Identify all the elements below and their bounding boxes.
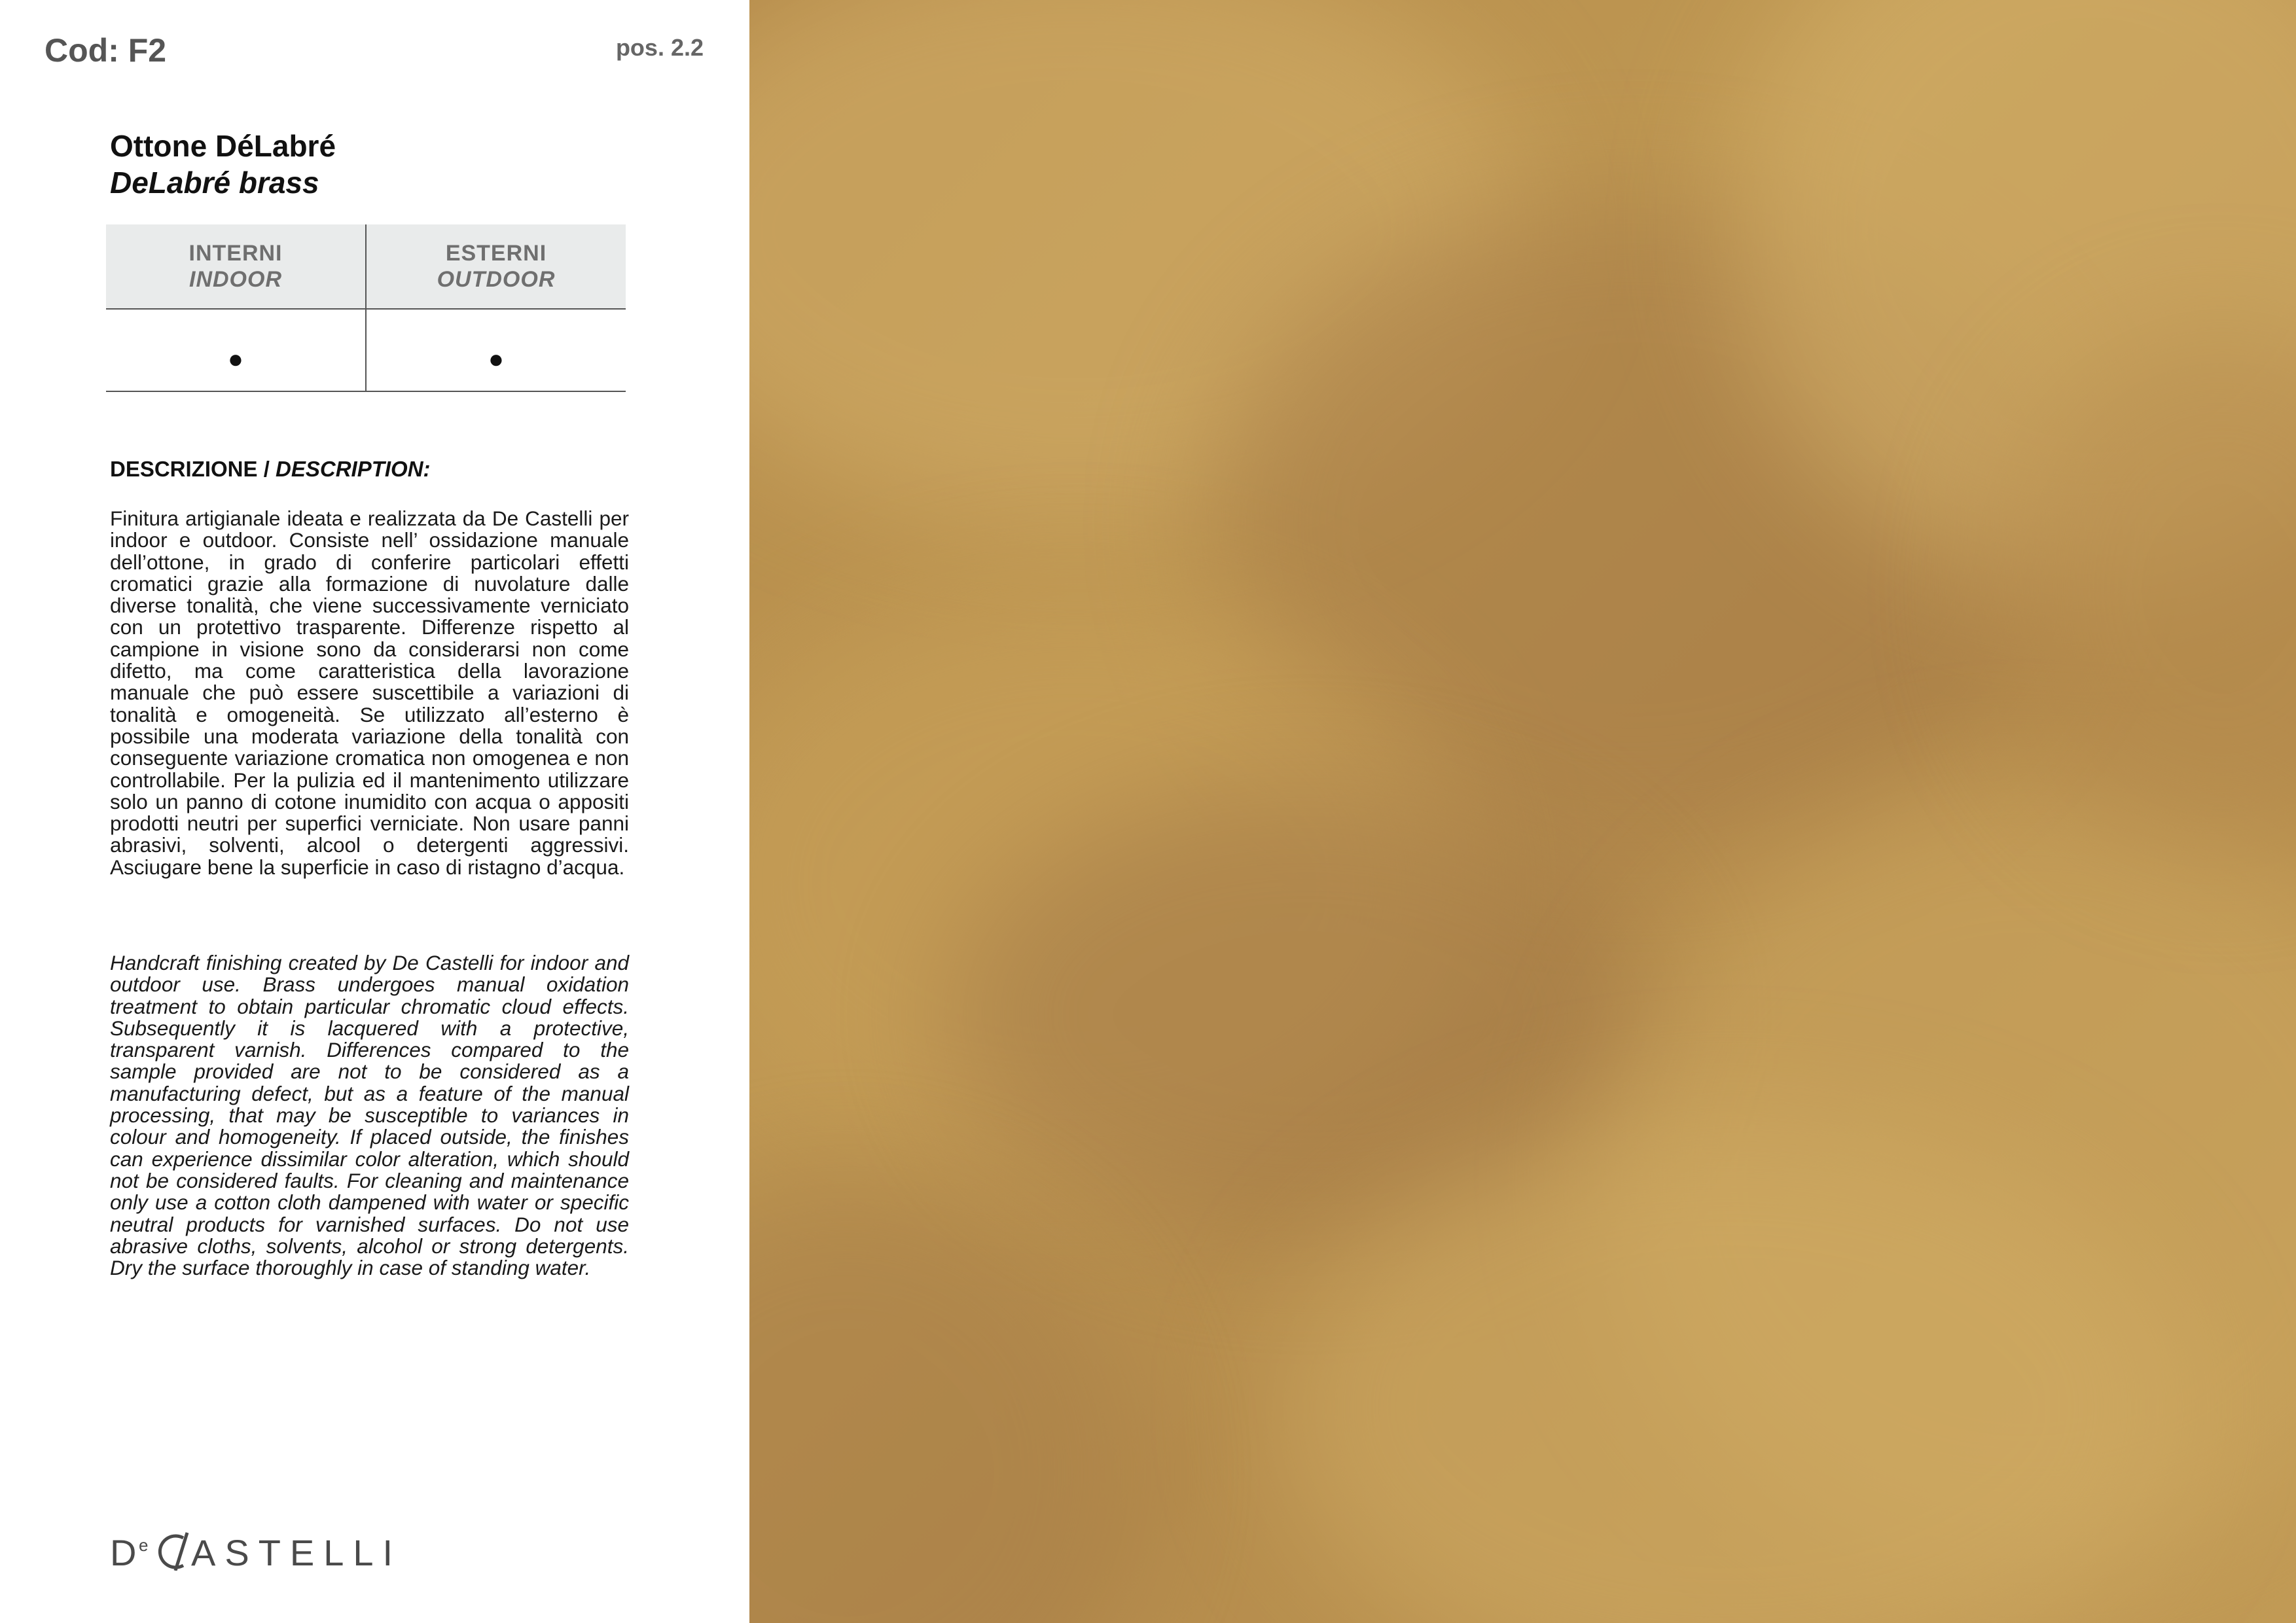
indoor-header (106, 240, 365, 293)
position-label: pos. 2.2 (615, 34, 704, 61)
indoor-label-italian: INTERNI (188, 241, 283, 266)
outdoor-label-english: OUTDOOR (437, 267, 556, 292)
brass-finish-swatch (749, 0, 2296, 1623)
product-code: Cod: F2 (45, 32, 167, 69)
description-heading (110, 457, 431, 482)
outdoor-label-italian: ESTERNI (445, 241, 547, 266)
description-english: Handcraft finishing created by De Castelli for indoor and outdoor use. Brass undergoes manual oxidation treatment to obtain particular chromatic cloud effects. Subsequently it is lacquered with a protective, transparent varnish. Differences compared to the sample provided are not to be considered as a manufacturing defect, but as a feature of the manual processing, that may be susceptible to variances in colour and homogeneity. If placed outside, the finishes can experience dissimilar color alteration, which should not be considered faults. For cleaning and maintenance only use a cotton cloth dampened with water or specific neutral products for varnished surfaces. Do not use abrasive cloths, solvents, alcohol or strong detergents. Dry the surface thoroughly in case of standing water. (110, 951, 629, 1280)
spec-panel (0, 0, 749, 1623)
outdoor-header (367, 240, 626, 293)
outdoor-availability-dot: ● (488, 345, 505, 374)
indoor-label-english: INDOOR (189, 267, 282, 292)
indoor-availability-dot: ● (227, 345, 244, 374)
decastelli-logo (110, 1531, 418, 1571)
svg-text:ASTELLI: ASTELLI (191, 1532, 403, 1571)
svg-text:e: e (139, 1535, 149, 1555)
description-italian: Finitura artigianale ideata e realizzata da De Castelli per indoor e outdoor. Consiste nell’ ossidazione manuale dell’ottone, in grado di conferire particolari effetti cromatici grazie alla formazione di nuvolature dalle diverse tonalità, che viene successivamente verniciato con un protettivo trasparente. Differenze rispetto al campione in visione sono da considerarsi non come difetto, ma come caratteristica della lavorazione manuale che può essere suscettibile a variazioni di tonalità e omogeneità. Se utilizzato all’esterno è possibile una moderata variazione della tonalità con conseguente variazione cromatica non omogenea e non controllabile. Per la pulizia ed il mantenimento utilizzare solo un panno di cotone inumidito con acqua o appositi prodotti neutri per superfici verniciate. Non usare panni abrasivi, solventi, alcool o detergenti aggressivi. Asciugare bene la superficie in caso di ristagno d’acqua. (110, 507, 629, 879)
description-heading-english: DESCRIPTION: (276, 457, 431, 481)
description-heading-italian: DESCRIZIONE / (110, 457, 270, 481)
svg-text:D: D (110, 1532, 137, 1571)
usage-table (106, 224, 626, 392)
product-name-italian: Ottone DéLabré (110, 129, 336, 163)
product-name-english: DeLabré brass (110, 166, 319, 200)
usage-table-bottom-rule (106, 391, 626, 392)
